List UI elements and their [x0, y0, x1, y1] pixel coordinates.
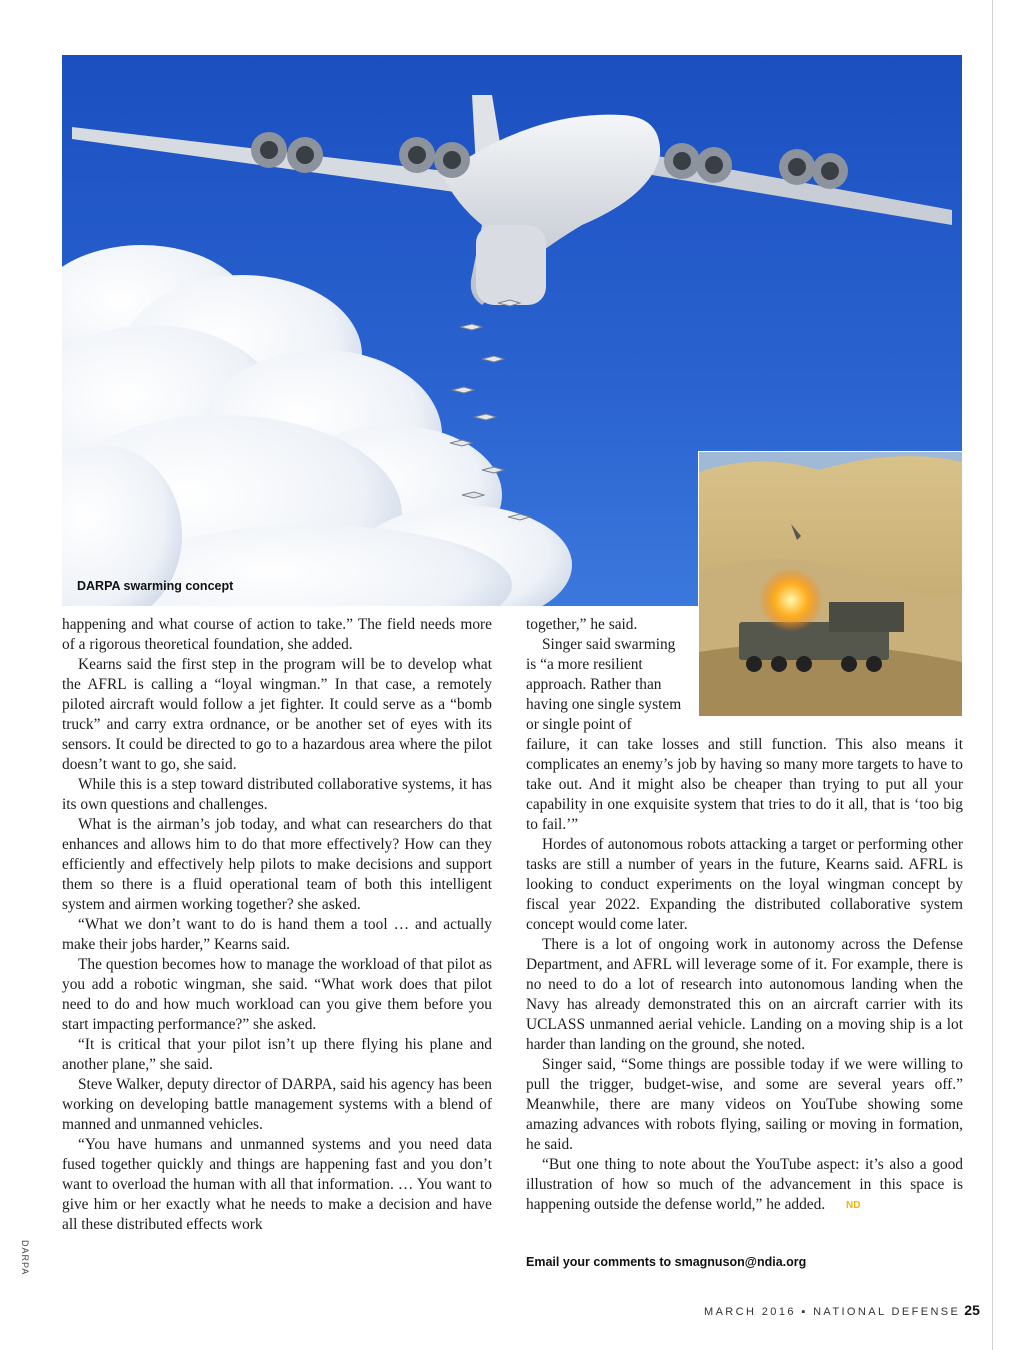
paragraph: There is a lot of ongoing work in autonomy across the Defense Department, and AFRL will leverage some of it. For example, there is no need to do a lot of research into autonomous landing when the Navy has already demonstrated this on an aircraft carrier with its UCLASS unmanned aerial vehicle. Landing on a moving ship is a lot harder than landing on the ground, she noted.: [526, 936, 963, 1053]
figure-caption: DARPA swarming concept: [77, 579, 234, 593]
issue-label: MARCH 2016 ▪ NATIONAL DEFENSE: [704, 1306, 961, 1318]
page-edge-rule: [992, 0, 993, 1350]
paragraph: “It is critical that your pilot isn’t up there flying his plane and another plane,” she said.: [62, 1036, 492, 1073]
email-comments-line: Email your comments to smagnuson@ndia.org: [526, 1255, 807, 1269]
left-column: [62, 615, 492, 1235]
paragraph: What is the airman’s job today, and what can researchers do that enhances and allows him to do that more effectively? How can they efficiently and effectively help pilots to make decisions and support them so there is a fluid operational team of both this intelligent system and airmen working together? she asked.: [62, 816, 492, 913]
photo-credit: DARPA: [20, 1240, 30, 1276]
page-footer: [704, 1302, 980, 1318]
paragraph: Kearns said the first step in the program will be to develop what the AFRL is calling a “loyal wingman.” In that case, a remotely piloted aircraft would follow a jet fighter. It could serve as a “bomb truck” and carry extra ordnance, or be another set of eyes with its sensors. It could be directed to go to a hazardous area where the pilot doesn’t want to go, she said.: [62, 656, 492, 773]
paragraph: “What we don’t want to do is hand them a tool … and actually make their jobs harder,” Kearns said.: [62, 916, 492, 953]
paragraph: failure, it can take losses and still function. This also means it complicates an enemy’s job by having so many more targets to have to take out. And it might also be cheaper than trying to put all your capability in one exquisite system that tries to do it all, that is ‘too big to fail.’”: [526, 736, 963, 833]
paragraph: Steve Walker, deputy director of DARPA, said his agency has been working on developing battle management systems with a blend of manned and unmanned vehicles.: [62, 1076, 492, 1133]
paragraph: Hordes of autonomous robots attacking a target or performing other tasks are still a number of years in the future, Kearns said. AFRL is looking to conduct experiments on the loyal wingman concept by fiscal year 2022. Expanding the distributed collaborative system concept would come later.: [526, 836, 963, 933]
paragraph: “You have humans and unmanned systems and you need data fused together quickly and things are happening fast and you don’t want to overload the human with all that information. … You want to give him or her exactly what he needs to make a decision and have all these distributed effects work: [62, 1136, 492, 1233]
paragraph: happening and what course of action to take.” The field needs more of a rigorous theoretical foundation, she added.: [62, 616, 492, 653]
final-paragraph: [526, 1155, 963, 1215]
paragraph: together,” he said.: [526, 616, 638, 633]
right-column-narrow: [526, 615, 684, 735]
paragraph: While this is a step toward distributed collaborative systems, it has its own questions and challenges.: [62, 776, 492, 813]
paragraph: Singer said, “Some things are possible today if we were willing to pull the trigger, budget-wise, and some are several years off.” Meanwhile, there are many videos on YouTube showing some amazing advances with robots flying, sailing or moving in formation, he said.: [526, 1056, 963, 1153]
desert-strike-inset-image: [698, 451, 963, 717]
right-column: [526, 735, 963, 1215]
paragraph: The question becomes how to manage the workload of that pilot as you add a robotic wingman, she said. “What work does that pilot need to do and how much workload can you give them before you start impacting performance?” she asked.: [62, 956, 492, 1033]
page-number: 25: [964, 1302, 980, 1318]
end-mark: ND: [846, 1200, 861, 1211]
final-paragraph-text: “But one thing to note about the YouTube aspect: it’s also a good illustration of how so much of the advancement in this space is happening outside the defense world,” he added.: [526, 1156, 963, 1213]
paragraph: Singer said swarming is “a more resilient approach. Rather than having one single system or single point of: [526, 636, 682, 733]
